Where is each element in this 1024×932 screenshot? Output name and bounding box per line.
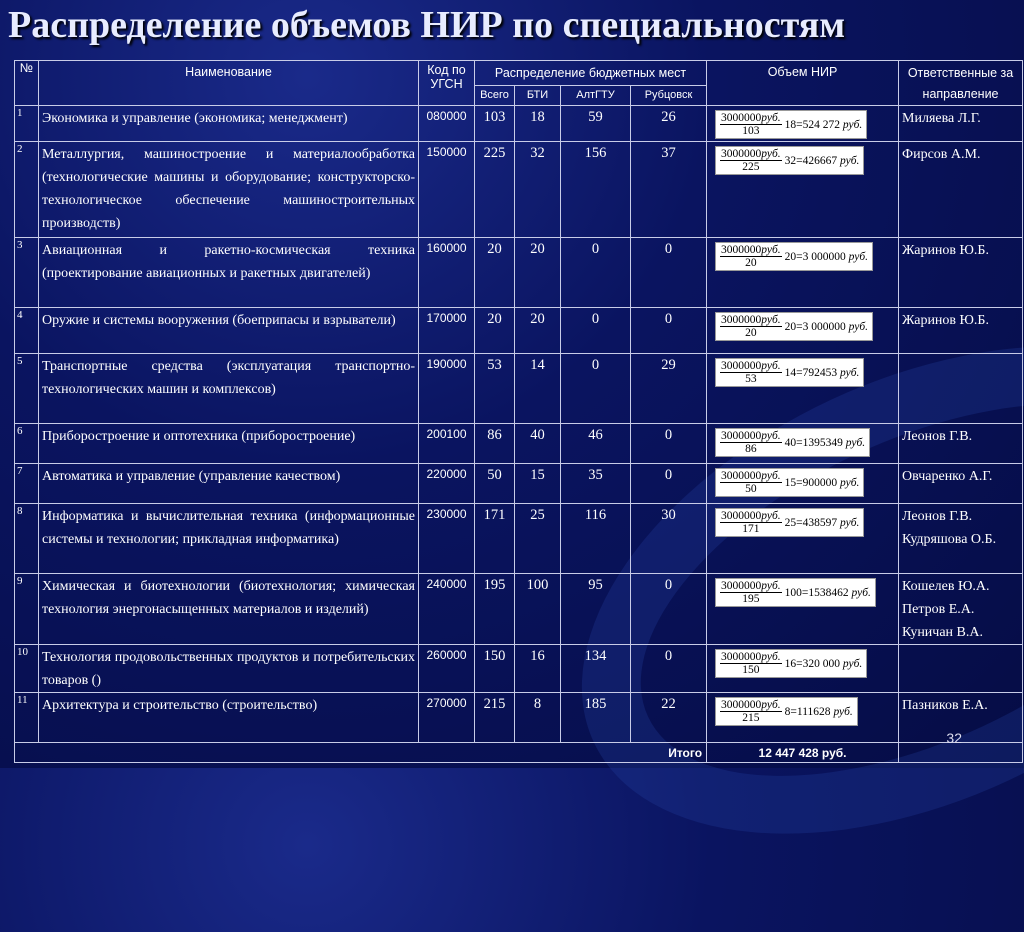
page-title: Распределение объемов НИР по специальностям [8,4,846,46]
responsible-persons: Кошелев Ю.А. Петров Е.А. Куничан В.А. [899,574,1023,645]
responsible-persons: Леонов Г.В. Кудряшова О.Б. [899,504,1023,574]
formula-multiplier: 25 [784,516,797,529]
header-code: Код по УГСН [419,61,475,106]
ugsn-code: 150000 [419,142,475,238]
places-rubtsovsk: 30 [631,504,707,574]
formula-unit: руб. [761,470,781,482]
row-number: 6 [15,424,39,464]
ugsn-code: 170000 [419,308,475,354]
places-rubtsovsk: 0 [631,574,707,645]
responsible-persons: Леонов Г.В. [899,424,1023,464]
places-bti: 15 [515,464,561,504]
formula-multiplier: 15 [784,476,797,489]
specialty-name: Архитектура и строительство (строительство) [39,693,419,743]
formula-unit: руб. [761,148,781,160]
volume-formula: 3000000руб. 195 100 = 1538462 руб. [707,574,899,645]
responsible-persons: Пазников Е.А. [899,693,1023,743]
responsible-persons: Фирсов А.М. [899,142,1023,238]
ugsn-code: 240000 [419,574,475,645]
formula-numerator: 3000000 [721,148,762,160]
places-bti: 40 [515,424,561,464]
formula-unit: руб. [761,314,781,326]
places-altgtu: 116 [561,504,631,574]
header-responsible: Ответственные за направление [899,61,1023,106]
specialty-name: Авиационная и ракетно-космическая техника (проектирование авиационных и ракетных двигателей) [39,238,419,308]
formula-multiplier: 14 [784,366,797,379]
header-volume: Объем НИР [707,61,899,106]
ugsn-code: 200100 [419,424,475,464]
table-row [15,308,1023,354]
places-rubtsovsk: 26 [631,106,707,142]
total-value: 12 447 428 руб. [707,743,899,763]
places-rubtsovsk: 0 [631,464,707,504]
row-number: 1 [15,106,39,142]
row-number: 4 [15,308,39,354]
places-altgtu: 95 [561,574,631,645]
formula-result-unit: руб. [840,476,860,489]
specialty-name: Технология продовольственных продуктов и потребительских товаров () [39,645,419,693]
formula-multiplier: 32 [784,154,797,167]
formula-unit: руб. [761,244,781,256]
formula-denominator: 50 [745,483,757,495]
places-total: 225 [475,142,515,238]
formula-unit: руб. [761,699,781,711]
formula-denominator: 150 [742,664,760,676]
places-bti: 8 [515,693,561,743]
specialty-name: Оружие и системы вооружения (боеприпасы и взрыватели) [39,308,419,354]
row-number: 7 [15,464,39,504]
formula-numerator: 3000000 [721,430,762,442]
formula-denominator: 86 [745,443,757,455]
formula-numerator: 3000000 [721,244,762,256]
places-bti: 25 [515,504,561,574]
volume-formula: 3000000руб. 20 20 = 3 000000 руб. [707,238,899,308]
places-total: 50 [475,464,515,504]
header-budget: Распределение бюджетных мест [475,61,707,86]
formula-numerator: 3000000 [721,360,762,372]
total-label: Итого [15,743,707,763]
places-total: 215 [475,693,515,743]
formula-result: 1395349 [802,436,843,449]
places-altgtu: 46 [561,424,631,464]
page-number: 32 [946,730,962,746]
formula-numerator: 3000000 [721,699,762,711]
header-num: № [15,61,39,106]
formula-multiplier: 40 [784,436,797,449]
total-row [15,743,1023,763]
places-bti: 20 [515,308,561,354]
places-rubtsovsk: 22 [631,693,707,743]
specialty-name: Химическая и биотехнологии (биотехнология; химическая технология энергонасыщенных материалов и изделий) [39,574,419,645]
places-rubtsovsk: 0 [631,645,707,693]
formula-multiplier: 8 [784,705,791,718]
places-total: 195 [475,574,515,645]
table-row [15,693,1023,743]
formula-numerator: 3000000 [721,112,762,124]
places-bti: 18 [515,106,561,142]
places-altgtu: 185 [561,693,631,743]
places-bti: 32 [515,142,561,238]
volume-formula: 3000000руб. 103 18 = 524 272 руб. [707,106,899,142]
responsible-persons: Миляева Л.Г. [899,106,1023,142]
ugsn-code: 260000 [419,645,475,693]
formula-result: 524 272 [802,118,841,131]
formula-denominator: 53 [745,373,757,385]
formula-multiplier: 16 [784,657,797,670]
specialty-name: Металлургия, машиностроение и материалообработка (технологические машины и оборудование; конструкторско-технологическое обеспечение машиностроительных производств) [39,142,419,238]
specialty-name: Приборостроение и оптотехника (приборостроение) [39,424,419,464]
table-row [15,354,1023,424]
formula-result: 438597 [802,516,838,529]
formula-result-unit: руб. [840,154,860,167]
ugsn-code: 080000 [419,106,475,142]
table-row [15,574,1023,645]
formula-multiplier: 20 [784,250,797,263]
formula-denominator: 225 [742,161,760,173]
formula-denominator: 103 [742,125,760,137]
specialty-name: Информатика и вычислительная техника (информационные системы и технологии; прикладная информатика) [39,504,419,574]
volume-formula: 3000000руб. 50 15 = 900000 руб. [707,464,899,504]
formula-result: 792453 [802,366,838,379]
header-altgtu: АлтГТУ [561,85,631,105]
specialty-name: Транспортные средства (эксплуатация транспортно-технологических машин и комплексов) [39,354,419,424]
formula-numerator: 3000000 [721,510,762,522]
places-total: 53 [475,354,515,424]
formula-numerator: 3000000 [721,470,762,482]
places-total: 86 [475,424,515,464]
formula-denominator: 20 [745,327,757,339]
places-bti: 100 [515,574,561,645]
volume-formula: 3000000руб. 225 32 = 426667 руб. [707,142,899,238]
places-total: 20 [475,308,515,354]
places-altgtu: 35 [561,464,631,504]
responsible-persons: Жаринов Ю.Б. [899,238,1023,308]
places-altgtu: 134 [561,645,631,693]
places-total: 103 [475,106,515,142]
volume-formula: 3000000руб. 53 14 = 792453 руб. [707,354,899,424]
row-number: 10 [15,645,39,693]
formula-unit: руб. [761,510,781,522]
formula-denominator: 20 [745,257,757,269]
formula-denominator: 171 [742,523,760,535]
places-altgtu: 156 [561,142,631,238]
formula-multiplier: 20 [784,320,797,333]
formula-result: 3 000000 [802,320,846,333]
volume-formula: 3000000руб. 150 16 = 320 000 руб. [707,645,899,693]
row-number: 2 [15,142,39,238]
places-altgtu: 0 [561,354,631,424]
header-bti: БТИ [515,85,561,105]
formula-result: 320 000 [802,657,841,670]
places-total: 171 [475,504,515,574]
header-total: Всего [475,85,515,105]
formula-multiplier: 18 [784,118,797,131]
formula-result-unit: руб. [848,320,869,333]
table-row [15,424,1023,464]
table-row [15,504,1023,574]
formula-result-unit: руб. [840,516,860,529]
formula-result-unit: руб. [851,586,871,599]
places-bti: 16 [515,645,561,693]
header-name: Наименование [39,61,419,106]
formula-result: 3 000000 [802,250,846,263]
responsible-persons [899,354,1023,424]
ugsn-code: 190000 [419,354,475,424]
formula-result-unit: руб. [848,250,869,263]
formula-result: 111628 [796,705,831,718]
formula-multiplier: 100 [784,586,802,599]
formula-unit: руб. [761,580,781,592]
table-row [15,464,1023,504]
volume-formula: 3000000руб. 20 20 = 3 000000 руб. [707,308,899,354]
formula-result: 900000 [802,476,838,489]
formula-unit: руб. [761,651,781,663]
header-rubtsovsk: Рубцовск [631,85,707,105]
formula-result-unit: руб. [845,436,866,449]
places-bti: 14 [515,354,561,424]
formula-numerator: 3000000 [721,651,762,663]
places-rubtsovsk: 0 [631,238,707,308]
volume-formula: 3000000руб. 86 40 = 1395349 руб. [707,424,899,464]
ugsn-code: 270000 [419,693,475,743]
responsible-persons [899,645,1023,693]
formula-result-unit: руб. [833,705,853,718]
formula-unit: руб. [761,430,781,442]
table-row [15,106,1023,142]
formula-result-unit: руб. [842,657,863,670]
ugsn-code: 220000 [419,464,475,504]
places-rubtsovsk: 29 [631,354,707,424]
formula-denominator: 195 [742,593,760,605]
formula-denominator: 215 [742,712,760,724]
places-total: 20 [475,238,515,308]
places-bti: 20 [515,238,561,308]
row-number: 11 [15,693,39,743]
formula-result: 426667 [802,154,838,167]
table-row [15,238,1023,308]
formula-result: 1538462 [808,586,849,599]
specialty-name: Автоматика и управление (управление качеством) [39,464,419,504]
responsible-persons: Овчаренко А.Г. [899,464,1023,504]
specialty-name: Экономика и управление (экономика; менеджмент) [39,106,419,142]
table-row [15,645,1023,693]
formula-numerator: 3000000 [721,314,762,326]
row-number: 5 [15,354,39,424]
table-row [15,142,1023,238]
places-rubtsovsk: 37 [631,142,707,238]
ugsn-code: 160000 [419,238,475,308]
formula-result-unit: руб. [840,366,860,379]
places-total: 150 [475,645,515,693]
places-rubtsovsk: 0 [631,308,707,354]
row-number: 9 [15,574,39,645]
places-rubtsovsk: 0 [631,424,707,464]
formula-numerator: 3000000 [721,580,762,592]
volume-formula: 3000000руб. 171 25 = 438597 руб. [707,504,899,574]
row-number: 8 [15,504,39,574]
responsible-persons: Жаринов Ю.Б. [899,308,1023,354]
places-altgtu: 59 [561,106,631,142]
formula-result-unit: руб. [842,118,863,131]
distribution-table [14,60,1023,763]
row-number: 3 [15,238,39,308]
volume-formula: 3000000руб. 215 8 = 111628 руб. [707,693,899,743]
places-altgtu: 0 [561,308,631,354]
formula-unit: руб. [761,360,781,372]
formula-unit: руб. [761,112,781,124]
places-altgtu: 0 [561,238,631,308]
ugsn-code: 230000 [419,504,475,574]
